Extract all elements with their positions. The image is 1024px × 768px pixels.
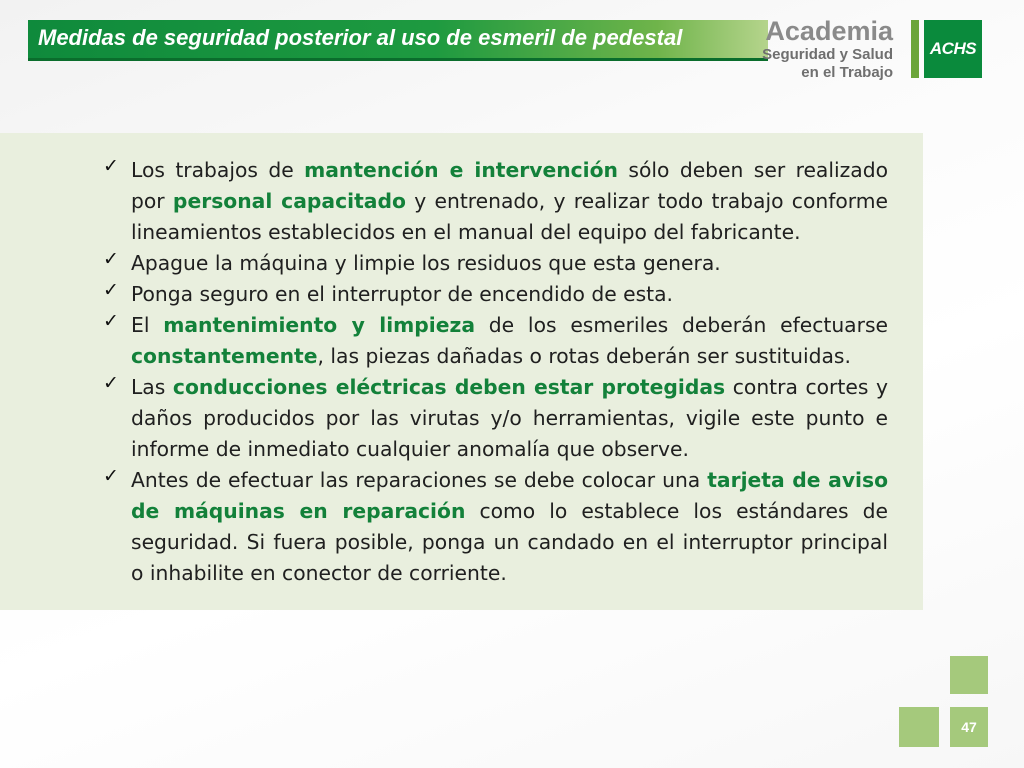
- page-number: 47: [961, 719, 977, 735]
- highlight-text: personal capacitado: [172, 189, 406, 213]
- text-span: , las piezas dañadas o rotas deberán ser sustituidas.: [317, 344, 851, 368]
- list-item: [103, 372, 888, 465]
- highlight-text: mantenimiento y limpieza: [163, 313, 476, 337]
- check-icon: ✓: [103, 372, 119, 394]
- highlight-text: conducciones eléctricas deben estar protegidas: [172, 375, 726, 399]
- text-span: de los esmeriles deberán efectuarse: [475, 313, 888, 337]
- logo-divider-bar: [911, 20, 919, 78]
- text-span: como lo establece los estándares de seguridad. Si fuera posible, ponga un candado en el interruptor principal o inhabilite en conector de corriente.: [131, 499, 888, 585]
- logo-subtitle-line2: en el Trabajo: [801, 64, 893, 81]
- achs-academia-logo: [762, 16, 1005, 86]
- list-item: [103, 155, 888, 248]
- text-span: Los trabajos de: [131, 158, 305, 182]
- achs-badge: [924, 20, 982, 78]
- highlight-text: constantemente: [131, 344, 318, 368]
- bullet-text: [131, 465, 888, 589]
- highlight-text: mantención e intervención: [304, 158, 618, 182]
- text-span: Antes de efectuar las reparaciones se debe colocar una: [131, 468, 708, 492]
- text-span: contra cortes y daños producidos por las virutas y/o herramientas, vigile este punto e informe de inmediato cualquier anomalía que observe.: [131, 375, 889, 461]
- achs-badge-text: ACHS: [929, 39, 977, 58]
- bullet-text: [131, 279, 888, 310]
- bullet-text: [131, 310, 888, 372]
- logo-academia-text: Academia: [765, 16, 893, 46]
- check-icon: ✓: [103, 310, 119, 332]
- text-span: Las: [131, 375, 173, 399]
- bullet-text: [131, 372, 888, 465]
- list-item: [103, 248, 888, 279]
- text-span: sólo deben ser realizado por: [131, 158, 888, 213]
- decorative-square: [950, 656, 988, 694]
- check-icon: ✓: [103, 155, 119, 177]
- text-span: El: [131, 313, 164, 337]
- highlight-text: tarjeta de aviso de máquinas en reparación: [131, 468, 888, 523]
- list-item: [103, 310, 888, 372]
- bullet-text: [131, 248, 888, 279]
- check-icon: ✓: [103, 465, 119, 487]
- logo-subtitle-line1: Seguridad y Salud: [762, 46, 893, 63]
- title-bar: [28, 20, 768, 61]
- check-icon: ✓: [103, 279, 119, 301]
- text-span: Ponga seguro en el interruptor de encendido de esta.: [131, 282, 674, 306]
- list-item: [103, 465, 888, 589]
- check-icon: ✓: [103, 248, 119, 270]
- decorative-square: [899, 707, 939, 747]
- text-span: Apague la máquina y limpie los residuos que esta genera.: [131, 251, 721, 275]
- bullet-list: [103, 155, 888, 589]
- bullet-text: [131, 155, 888, 248]
- slide-title: Medidas de seguridad posterior al uso de esmeril de pedestal: [38, 25, 683, 50]
- list-item: [103, 279, 888, 310]
- text-span: y entrenado, y realizar todo trabajo conforme lineamientos establecidos en el manual del equipo del fabricante.: [131, 189, 888, 244]
